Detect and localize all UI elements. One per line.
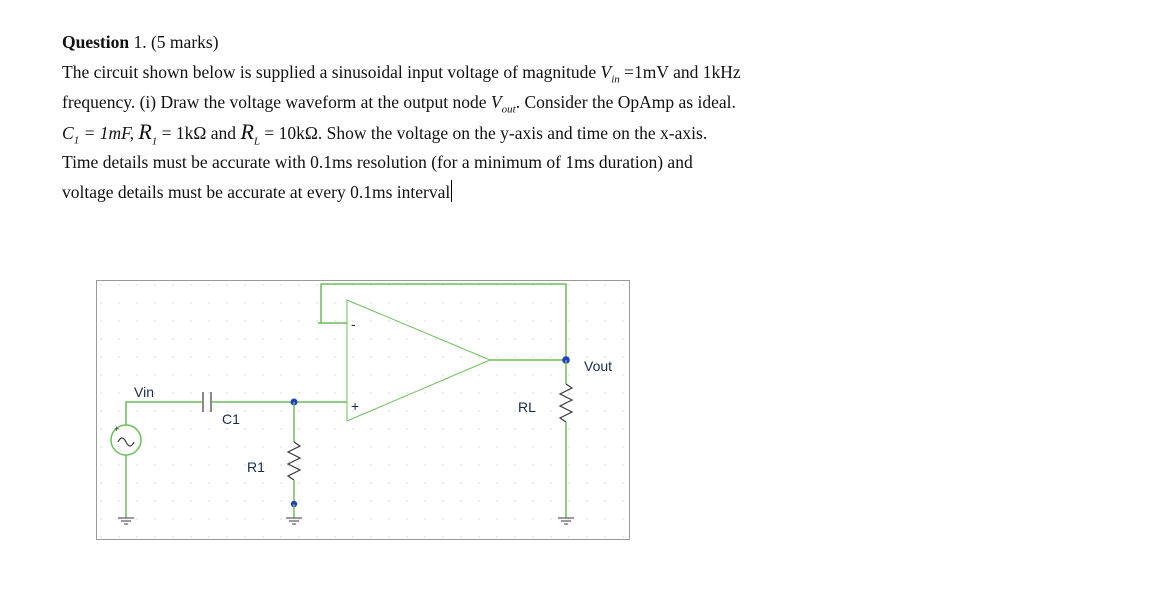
text-span: frequency. (i) Draw the voltage waveform at the output node	[62, 92, 491, 112]
svg-text:+: +	[114, 424, 120, 434]
vout-symbol: $V_{out}$	[490, 92, 516, 116]
schematic-border	[97, 281, 630, 540]
c1-symbol: $C_1$	[62, 123, 80, 147]
r1-symbol: $R_1$	[138, 119, 158, 148]
question-line-6	[62, 177, 862, 207]
question-line-5	[62, 147, 862, 177]
opamp-minus-label: -	[351, 316, 356, 332]
question-text	[62, 27, 862, 207]
vin-symbol: $V_{in}$	[600, 62, 620, 86]
r1-value: = 1kΩ and	[157, 123, 241, 143]
rl-symbol: $R_L$	[240, 119, 261, 148]
question-line-2	[62, 57, 862, 87]
circuit-schematic	[96, 280, 630, 540]
text-span: voltage details must be accurate at every 0.1ms interval	[62, 182, 451, 202]
text-span: . Consider the OpAmp as ideal.	[515, 92, 736, 112]
c1-label: C1	[222, 411, 240, 427]
question-number: 1	[133, 32, 143, 52]
question-line-3	[62, 87, 862, 117]
question-line-4	[62, 117, 862, 147]
rl-label: RL	[518, 399, 536, 415]
c1-value: = 1mF,	[79, 123, 139, 143]
question-marks: . (5 marks)	[142, 32, 219, 52]
text-span: Time details must be accurate with 0.1ms resolution (for a minimum of 1ms duration) and	[62, 152, 693, 172]
question-heading: Question	[62, 32, 130, 52]
rl-value: = 10kΩ. Show the voltage on the y-axis and time on the x-axis.	[260, 123, 708, 143]
r1-label: R1	[247, 459, 265, 475]
vin-label: Vin	[134, 384, 154, 400]
text-span: The circuit shown below is supplied a sinusoidal input voltage of magnitude	[62, 62, 601, 82]
text-cursor	[451, 180, 452, 202]
opamp-plus-label: +	[351, 398, 360, 414]
text-span: =1mV and 1kHz	[619, 62, 741, 82]
question-line-1	[62, 27, 862, 57]
vout-label: Vout	[584, 358, 613, 374]
